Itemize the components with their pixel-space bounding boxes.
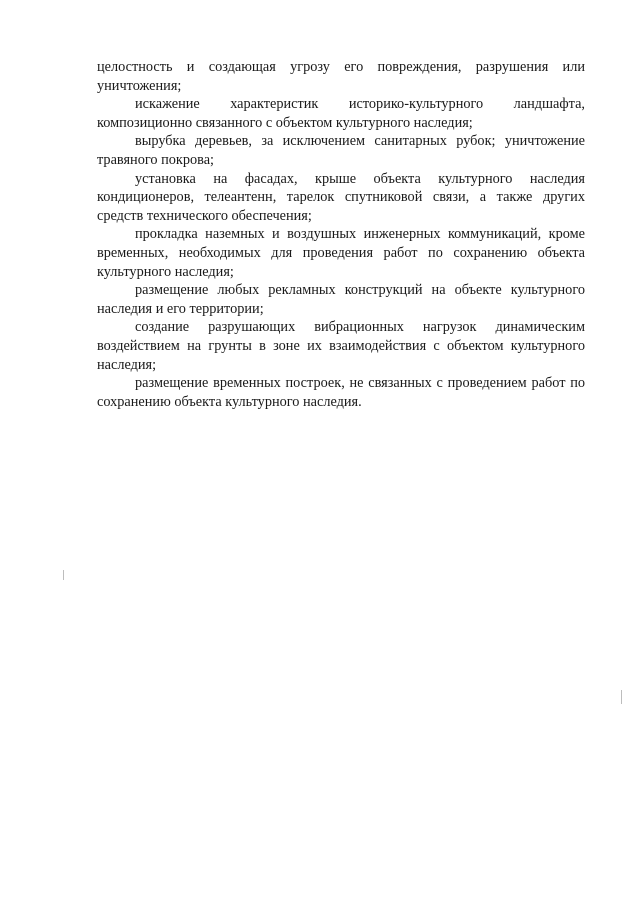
paragraph-advertising: размещение любых рекламных конструкций на объекте культурного наследия и его территории; [97,282,585,317]
paragraph-utilities-laying: прокладка наземных и воздушных инженерных коммуникаций, кроме временных, необходимых для проведения работ по сохранению объекта культурного наследия; [97,226,585,280]
paragraph-vibration-loads: создание разрушающих вибрационных нагрузок динамическим воздействием на грунты в зоне их взаимодействия с объектом культурного наследия; [97,319,585,373]
document-body [97,58,585,411]
scan-artifact-mark [621,690,622,704]
scan-artifact-mark [63,570,64,580]
paragraph-facade-equipment: установка на фасадах, крыше объекта культурного наследия кондиционеров, телеантенн, тарелок спутниковой связи, а также других средств технического обеспечения; [97,170,585,224]
paragraph-landscape-distortion: искажение характеристик историко-культурного ландшафта, композиционно связанного с объектом культурного наследия; [97,96,585,131]
paragraph-temporary-buildings: размещение временных построек, не связанных с проведением работ по сохранению объекта культурного наследия. [97,375,585,410]
paragraph-tree-felling: вырубка деревьев, за исключением санитарных рубок; уничтожение травяного покрова; [97,133,585,168]
paragraph-continuation: целостность и создающая угрозу его повреждения, разрушения или уничтожения; [97,59,585,94]
